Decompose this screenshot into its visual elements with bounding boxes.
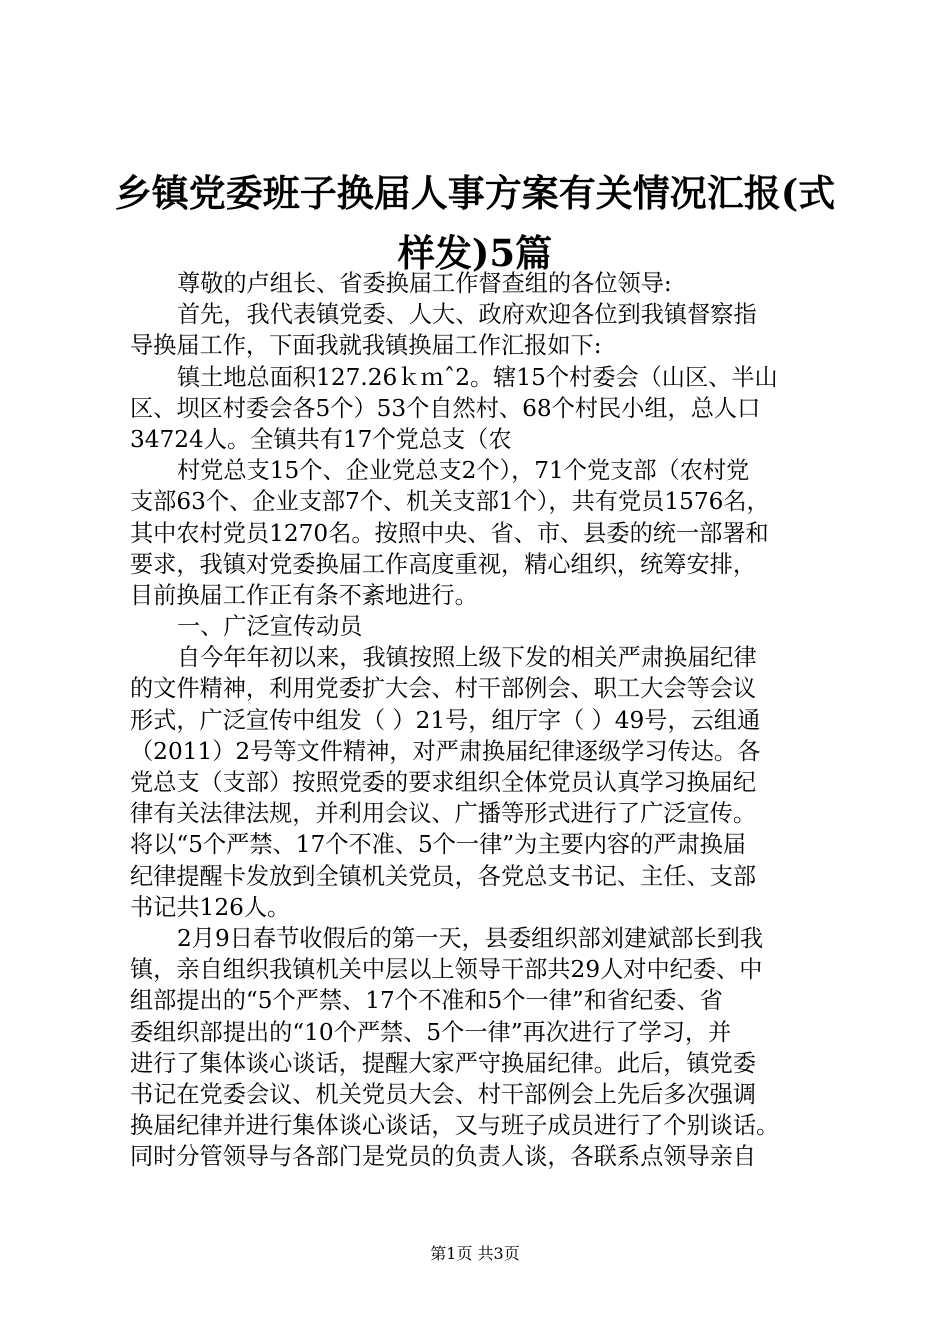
body-line: 进行了集体谈心谈话，提醒大家严守换届纪律。此后，镇党委 [130, 1049, 757, 1077]
body-line: 纪律提醒卡发放到全镇机关党员，各党总支书记、主任、支部 [130, 862, 757, 890]
body-line: 换届纪律并进行集体谈心谈话，又与班子成员进行了个别谈话。 [130, 1112, 780, 1140]
title-line: 乡镇党委班子换届人事方案有关情况汇报(式 [114, 171, 836, 215]
body-line: 的文件精神，利用党委扩大会、村干部例会、职工大会等会议 [130, 675, 757, 703]
body-line: 导换届工作，下面我就我镇换届工作汇报如下: [130, 332, 602, 360]
body-line: （2011）2号等文件精神，对严肃换届纪律逐级学习传达。各 [130, 737, 761, 765]
body-line: 党总支（支部）按照党委的要求组织全体党员认真学习换届纪 [130, 769, 757, 796]
body-line: 委组织部提出的“10个严禁、5个一律”再次进行了学习，并 [130, 1018, 732, 1046]
body-line: 形式，广泛宣传中组发（ ）21号，组厅字（ ）49号，云组通 [130, 706, 761, 734]
body-line: 镇，亲自组织我镇机关中层以上领导干部共29人对中纪委、中 [130, 956, 763, 984]
body-line: 2月9日春节收假后的第一天，县委组织部刘建斌部长到我 [177, 924, 764, 952]
body-line: 要求，我镇对党委换届工作高度重视，精心组织，统筹安排， [130, 550, 757, 578]
body-line: 书记共126人。 [130, 893, 291, 921]
body-line: 支部63个、企业支部7个、机关支部1个），共有党员1576名， [130, 488, 770, 516]
body-line: 书记在党委会议、机关党员大会、村干部例会上先后多次强调 [130, 1080, 757, 1108]
body-line: 组部提出的“5个严禁、17个不准和5个一律”和省纪委、省 [130, 987, 723, 1015]
body-line: 同时分管领导与各部门是党员的负责人谈，各联系点领导亲自 [130, 1143, 757, 1171]
body-line: 首先，我代表镇党委、人大、政府欢迎各位到我镇督察指 [177, 301, 757, 329]
document-body [130, 268, 836, 1172]
body-line: 其中农村党员1270名。按照中央、省、市、县委的统一部署和 [130, 519, 769, 547]
body-line: 村党总支15个、企业党总支2个），71个党支部（农村党 [177, 457, 750, 485]
title-line: 样发)5篇 [397, 231, 553, 275]
body-line: 将以“5个严禁、17个不准、5个一律”为主要内容的严肃换届 [130, 831, 747, 859]
body-line: 尊敬的卢组长、省委换届工作督查组的各位领导: [177, 270, 672, 297]
document-title [100, 163, 850, 283]
body-line: 镇土地总面积127.26ｋｍˆ2。辖15个村委会（山区、半山 [177, 363, 778, 391]
body-line: 34724人。全镇共有17个党总支（农 [130, 425, 512, 453]
section-heading: 一、广泛宣传动员 [177, 613, 363, 641]
body-line: 目前换届工作正有条不紊地进行。 [130, 581, 478, 609]
body-line: 区、坝区村委会各5个）53个自然村、68个村民小组，总人口 [130, 394, 761, 422]
page-footer: 第1页 共3页 [430, 1244, 520, 1263]
body-line: 律有关法律法规，并利用会议、广播等形式进行了广泛宣传。 [130, 800, 757, 828]
body-line: 自今年年初以来，我镇按照上级下发的相关严肃换届纪律 [177, 644, 757, 672]
